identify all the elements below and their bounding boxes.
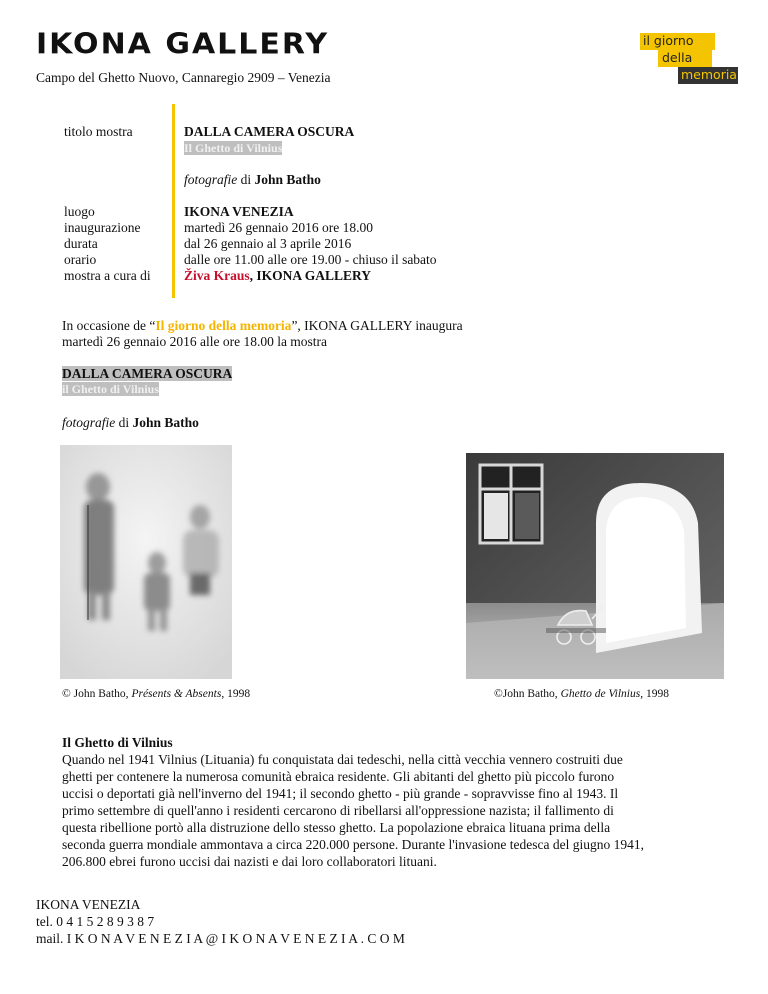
- photo-presents-absents: [60, 445, 232, 679]
- gallery-address: Campo del Ghetto Nuovo, Cannaregio 2909 – Venezia: [36, 70, 331, 85]
- label-orario: orario: [64, 252, 97, 267]
- badge-line-1: il giorno: [640, 33, 715, 50]
- block-subtitle: il Ghetto di Vilnius: [62, 382, 160, 396]
- article-body: [62, 751, 742, 870]
- article-line: Quando nel 1941 Vilnius (Lituania) fu conquistata dai tedeschi, nella città vecchia vennero costruiti due: [62, 752, 623, 767]
- article-line: questa ribellione portò alla distruzione dello stesso ghetto. La popolazione ebraica lituana prima della: [62, 820, 611, 835]
- label-titolo: titolo mostra: [64, 124, 133, 139]
- caption-right: ©John Batho, Ghetto de Vilnius, 1998: [494, 688, 669, 700]
- label-luogo: luogo: [64, 204, 95, 219]
- article-heading: Il Ghetto di Vilnius: [62, 735, 173, 750]
- article-line: primo settembre di quell'anno i residenti cercarono di ribellarsi all'oppressione nazista; il fallimento di: [62, 803, 614, 818]
- badge-line-2: della: [658, 50, 712, 67]
- memoria-highlight: Il giorno della memoria: [155, 318, 292, 333]
- curator-name: Živa Kraus: [184, 268, 250, 283]
- article-line: ghetti per contenere la numerosa comunità ebraica residente. Gli abitanti del ghetto più piccolo furono: [62, 769, 615, 784]
- label-durata: durata: [64, 236, 98, 251]
- curator-org: IKONA GALLERY: [256, 268, 372, 283]
- block-title: DALLA CAMERA OSCURA: [62, 366, 233, 381]
- value-curatore: Živa Kraus, IKONA GALLERY: [184, 268, 372, 283]
- footer-tel: tel. 0 4 1 5 2 8 9 3 8 7: [36, 914, 155, 929]
- photo-ghetto-vilnius: [466, 453, 724, 679]
- intro-line-2: martedì 26 gennaio 2016 alle ore 18.00 la mostra: [62, 334, 328, 349]
- block-photographer: fotografie di John Batho: [62, 415, 199, 430]
- article-line: uccisi o deportati già nell'inverno del 1941; il secondo ghetto - più grande - sopravvisse fino al 1943. Il: [62, 786, 619, 801]
- caption-left: © John Batho, Présents & Absents, 1998: [62, 688, 251, 700]
- exhibition-title: DALLA CAMERA OSCURA: [184, 124, 355, 139]
- giorno-memoria-logo: [640, 33, 735, 83]
- exhibition-subtitle: Il Ghetto di Vilnius: [184, 141, 283, 155]
- footer-mail[interactable]: mail. I K O N A V E N E Z I A @ I K O N A V E N E Z I A . C O M: [36, 931, 405, 946]
- yellow-divider: [172, 104, 175, 298]
- footer-name: IKONA VENEZIA: [36, 897, 141, 912]
- intro-line-1: In occasione de “Il giorno della memoria”, IKONA GALLERY inaugura: [62, 318, 463, 333]
- value-durata: dal 26 gennaio al 3 aprile 2016: [184, 236, 352, 251]
- article-line: 206.800 ebrei furono uccisi dai nazisti e dai loro collaboratori lituani.: [62, 854, 437, 869]
- value-luogo: IKONA VENEZIA: [184, 204, 294, 219]
- label-inaugurazione: inaugurazione: [64, 220, 141, 235]
- value-inaugurazione: martedì 26 gennaio 2016 ore 18.00: [184, 220, 373, 235]
- badge-line-3: memoria: [678, 67, 738, 84]
- value-orario: dalle ore 11.00 alle ore 19.00 - chiuso il sabato: [184, 252, 437, 267]
- label-curatore: mostra a cura di: [64, 268, 151, 283]
- article-line: seconda guerra mondiale ammontava a circa 220.000 persone. Durante l'invasione tedesca del giugno 1941,: [62, 837, 644, 852]
- gallery-logo: IKONA GALLERY: [36, 27, 330, 62]
- photographer-line: fotografie di John Batho: [184, 172, 321, 187]
